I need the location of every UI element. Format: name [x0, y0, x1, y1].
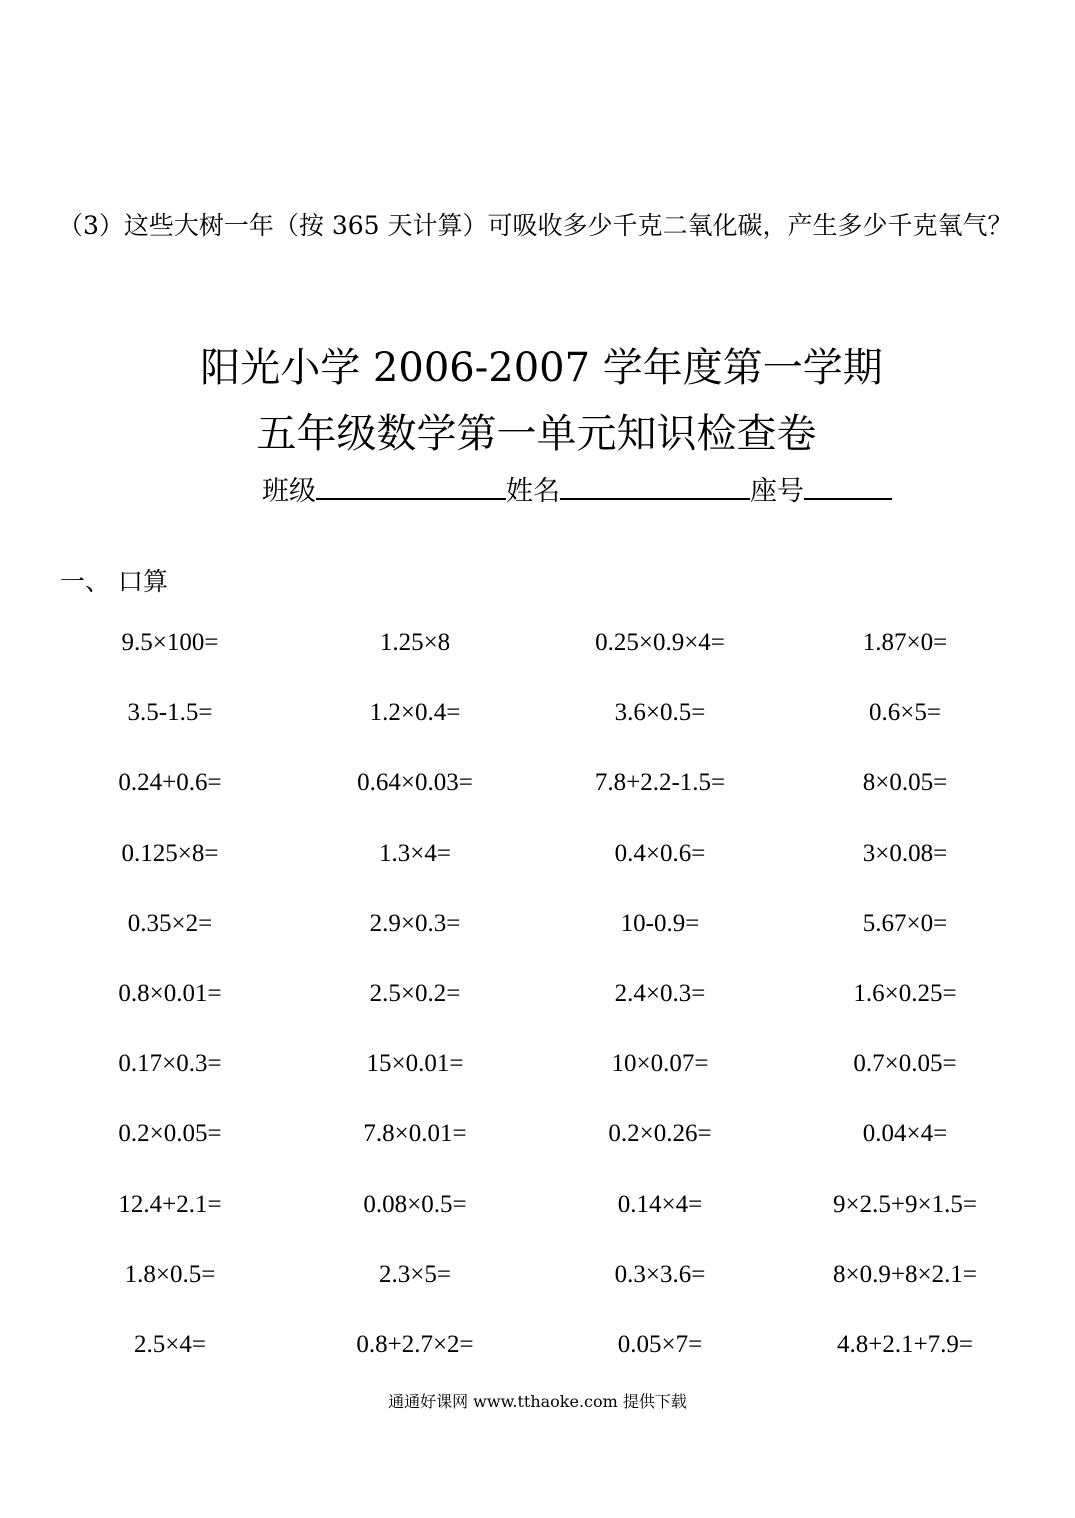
name-label: 姓名 [506, 476, 560, 507]
arithmetic-problem: 0.14×4= [617, 1190, 703, 1218]
arithmetic-problem: 7.8×0.01= [363, 1120, 467, 1148]
arithmetic-problem: 2.5×4= [134, 1330, 206, 1358]
arithmetic-problem: 0.3×3.6= [614, 1260, 706, 1288]
arithmetic-problem: 0.35×2= [127, 909, 213, 937]
arithmetic-problem: 9.5×100= [121, 629, 219, 657]
arithmetic-problem: 12.4+2.1= [118, 1190, 222, 1218]
arithmetic-problem: 2.5×0.2= [369, 980, 461, 1008]
arithmetic-problem: 0.8+2.7×2= [356, 1330, 474, 1358]
arithmetic-problem: 0.6×5= [869, 699, 941, 727]
arithmetic-problem: 0.7×0.05= [853, 1050, 957, 1078]
page-title-line2: 五年级数学第一单元知识检查卷 [256, 411, 817, 457]
seat-label: 座号 [750, 476, 804, 507]
arithmetic-problem: 3×0.08= [862, 839, 948, 867]
word-problem-question: （3）这些大树一年（按 365 天计算）可吸收多少千克二氧化碳，产生多少千克氧气？ [58, 211, 1013, 240]
arithmetic-problem: 1.3×4= [379, 839, 451, 867]
page-title-line1: 阳光小学 2006-2007 学年度第一学期 [200, 345, 883, 391]
arithmetic-problem: 0.08×0.5= [363, 1190, 467, 1218]
name-blank[interactable] [560, 470, 750, 500]
arithmetic-problem: 0.8×0.01= [118, 980, 222, 1008]
arithmetic-problem: 1.2×0.4= [369, 699, 461, 727]
arithmetic-problem-grid [45, 608, 1025, 1380]
footer-watermark: 通通好课网 www.tthaoke.com 提供下载 [388, 1392, 687, 1411]
class-blank[interactable] [316, 470, 506, 500]
arithmetic-problem: 10-0.9= [620, 909, 700, 937]
arithmetic-problem: 15×0.01= [366, 1050, 464, 1078]
arithmetic-problem: 0.17×0.3= [118, 1050, 222, 1078]
arithmetic-problem: 1.25×8 [379, 629, 451, 657]
arithmetic-problem: 0.25×0.9×4= [595, 629, 725, 657]
arithmetic-problem: 0.125×8= [121, 839, 219, 867]
arithmetic-problem: 7.8+2.2-1.5= [594, 769, 726, 797]
arithmetic-problem: 3.6×0.5= [614, 699, 706, 727]
arithmetic-problem: 5.67×0= [862, 909, 948, 937]
arithmetic-problem: 2.3×5= [379, 1260, 451, 1288]
arithmetic-problem: 0.24+0.6= [118, 769, 222, 797]
arithmetic-problem: 0.64×0.03= [357, 769, 473, 797]
arithmetic-problem: 0.2×0.05= [118, 1120, 222, 1148]
arithmetic-problem: 2.4×0.3= [614, 980, 706, 1008]
student-info-line [262, 470, 892, 512]
arithmetic-problem: 8×0.9+8×2.1= [833, 1260, 977, 1288]
section-heading-oral-arithmetic: 一、 口算 [60, 567, 168, 596]
arithmetic-problem: 10×0.07= [611, 1050, 709, 1078]
arithmetic-problem: 0.04×4= [862, 1120, 948, 1148]
arithmetic-problem: 9×2.5+9×1.5= [833, 1190, 977, 1218]
arithmetic-problem: 1.8×0.5= [124, 1260, 216, 1288]
arithmetic-problem: 1.6×0.25= [853, 980, 957, 1008]
arithmetic-problem: 8×0.05= [862, 769, 948, 797]
arithmetic-problem: 0.05×7= [617, 1330, 703, 1358]
arithmetic-problem: 1.87×0= [862, 629, 948, 657]
arithmetic-problem: 4.8+2.1+7.9= [836, 1330, 974, 1358]
arithmetic-problem: 0.2×0.26= [608, 1120, 712, 1148]
arithmetic-problem: 0.4×0.6= [614, 839, 706, 867]
arithmetic-problem: 3.5-1.5= [127, 699, 213, 727]
class-label: 班级 [262, 476, 316, 507]
arithmetic-problem: 2.9×0.3= [369, 909, 461, 937]
seat-blank[interactable] [804, 470, 892, 500]
